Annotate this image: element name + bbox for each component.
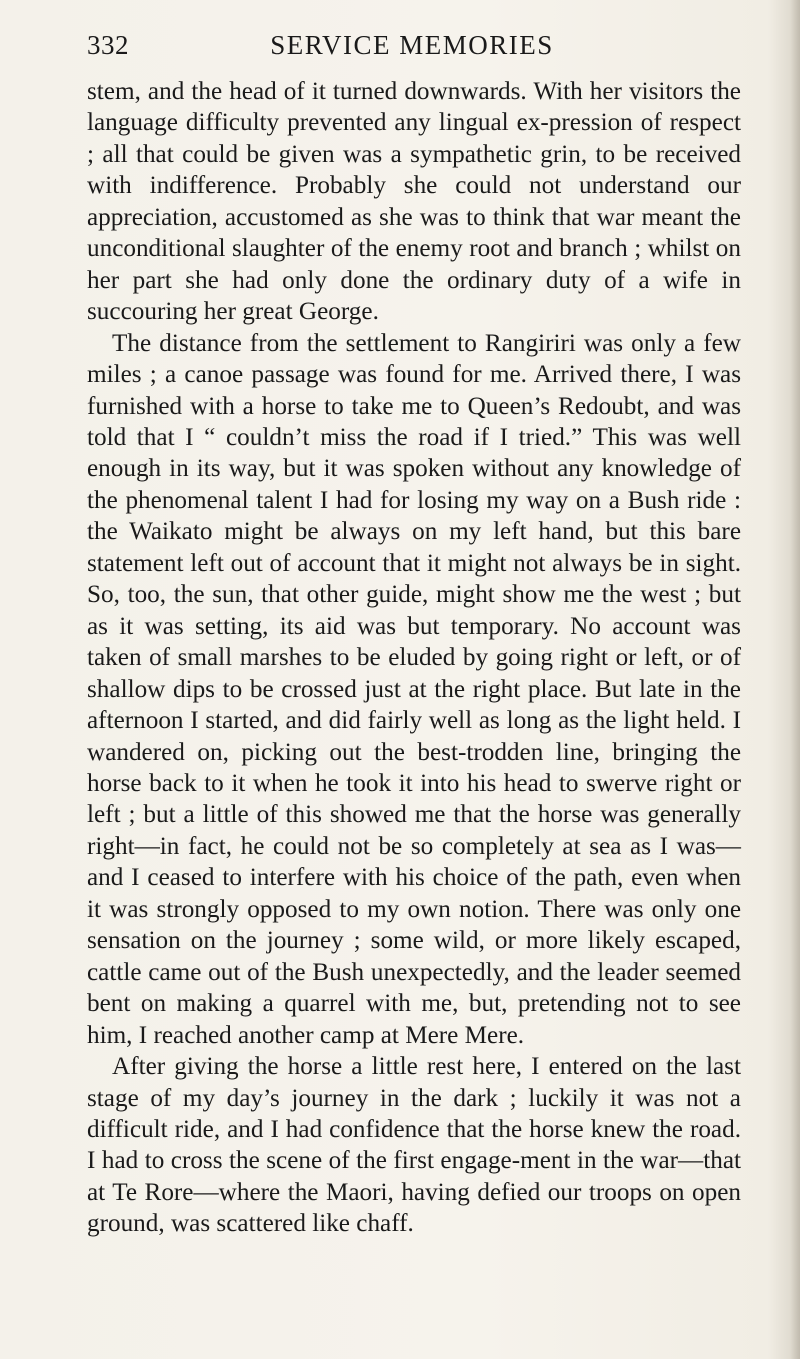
page-edge-shadow <box>790 0 800 1359</box>
page-number: 332 <box>87 30 129 60</box>
paragraph: After giving the horse a little rest here, I entered on the last stage of my day’s journey in the dark ; luckily it was not a difficult ride, and I had confidence that the horse knew the road. I had to cross the scene of the first engage-ment in the war—that at Te Rore—where the Maori, having defied our troops on open ground, was scattered like chaff. <box>87 1053 741 1238</box>
paragraph: The distance from the settlement to Rangiriri was only a few miles ; a canoe passage was found for me. Arrived there, I was furnished with a horse to take me to Queen’s Redoubt, and was told that I “ couldn’t miss the road if I tried.” This was well enough in its way, but it was spoken without any knowledge of the phenomenal talent I had for losing my way on a Bush ride : the Waikato might be always on my left hand, but this bare statement left out of account that it might not always be in sight. So, too, the sun, that other guide, might show me the west ; but as it was setting, its aid was but temporary. No account was taken of small marshes to be eluded by going right or left, or of shallow dips to be crossed just at the right place. But late in the afternoon I started, and did fairly well as long as the light held. I wandered on, picking out the best-trodden line, bringing the horse back to it when he took it into his head to swerve right or left ; but a little of this showed me that the horse was generally right—in fact, he could not be so completely at sea as I was—and I ceased to interfere with his choice of the path, even when it was strongly opposed to my own notion. There was only one sensation on the journey ; some wild, or more likely escaped, cattle came out of the Bush unexpectedly, and the leader seemed bent on making a quarrel with me, but, pretending not to see him, I reached another camp at Mere Mere. <box>87 329 741 1049</box>
running-head: SERVICE MEMORIES <box>270 30 554 60</box>
body-text <box>87 76 741 1240</box>
paragraph: stem, and the head of it turned downwards. With her visitors the language difficulty prevented any lingual ex-pression of respect ; all that could be given was a sympathetic grin, to be received with indifference. Probably she could not understand our appreciation, accustomed as she was to think that war meant the unconditional slaughter of the enemy root and branch ; whilst on her part she had only done the ordinary duty of a wife in succouring her great George. <box>87 78 741 326</box>
page-header <box>87 30 737 70</box>
